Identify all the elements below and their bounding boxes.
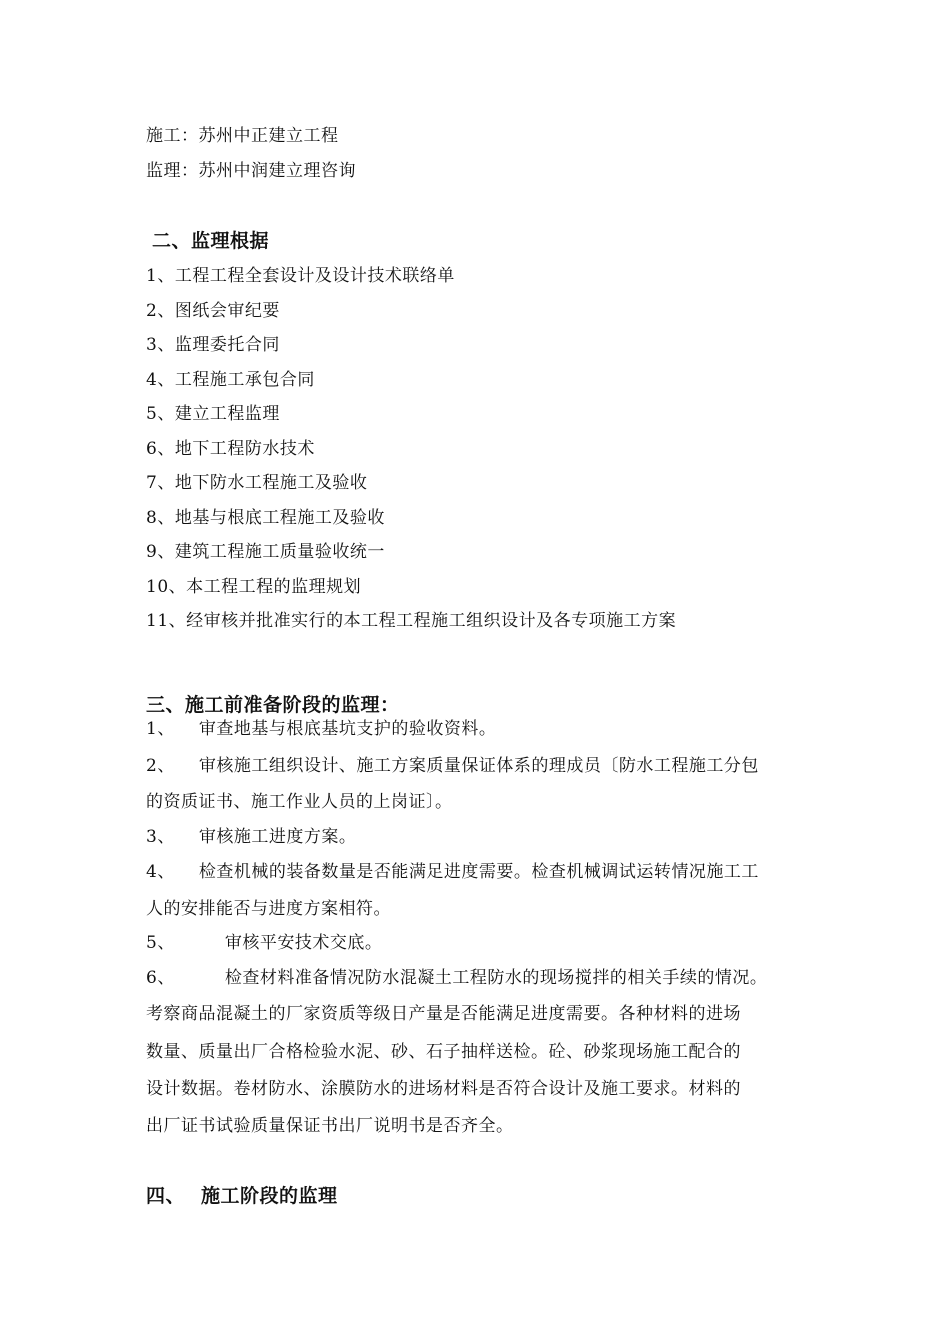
basis-item: 11、经审核并批准实行的本工程工程施工组织设计及各专项施工方案: [146, 611, 677, 631]
paragraph-line: 数量、质量出厂合格检验水泥、砂、石子抽样送检。砼、砂浆现场施工配合的: [146, 1042, 741, 1062]
prep-item-number: 5、: [146, 933, 175, 953]
basis-item: 2、图纸会审纪要: [146, 301, 280, 321]
basis-item: 1、工程工程全套设计及设计技术联络单: [146, 266, 455, 286]
prep-item-text: 检查材料准备情况防水混凝土工程防水的现场搅拌的相关手续的情况。: [224, 968, 768, 988]
basis-item: 4、工程施工承包合同: [146, 370, 315, 390]
basis-item: 7、地下防水工程施工及验收: [146, 473, 368, 493]
prep-item: [146, 860, 759, 884]
section-3-heading: 三、施工前准备阶段的监理：: [146, 694, 400, 716]
basis-item: 8、地基与根底工程施工及验收: [146, 508, 385, 528]
basis-item: 6、地下工程防水技术: [146, 439, 315, 459]
section-4-number: 四、: [146, 1185, 186, 1207]
prep-item: [146, 931, 382, 955]
prep-item-text: 检查机械的装备数量是否能满足进度需要。检查机械调试运转情况施工工: [198, 862, 759, 882]
prep-item-number: 6、: [146, 968, 175, 988]
prep-item-number: 4、: [146, 862, 175, 882]
basis-item: 5、建立工程监理: [146, 404, 280, 424]
construction-company-line: 施工：苏州中正建立工程: [146, 126, 339, 146]
section-4-heading: [146, 1183, 338, 1209]
prep-item: [146, 966, 767, 990]
supervision-company-line: 监理：苏州中润建立理咨询: [146, 161, 356, 181]
prep-item: [146, 754, 759, 778]
paragraph-line: 考察商品混凝土的厂家资质等级日产量是否能满足进度需要。各种材料的进场: [146, 1004, 741, 1024]
basis-item: 9、建筑工程施工质量验收统一: [146, 542, 385, 562]
section-4-title: 施工阶段的监理: [201, 1185, 338, 1207]
prep-item: [146, 825, 356, 849]
prep-item-text: 审核平安技术交底。: [224, 933, 383, 953]
prep-item-text: 审查地基与根底基坑支护的验收资料。: [198, 719, 497, 739]
paragraph-line: 出厂证书试验质量保证书出厂说明书是否齐全。: [146, 1116, 514, 1136]
prep-item-text: 审核施工组织设计、施工方案质量保证体系的理成员〔防水工程施工分包: [198, 756, 759, 776]
prep-item-continuation: 人的安排能否与进度方案相符。: [146, 899, 391, 919]
basis-item: 3、监理委托合同: [146, 335, 280, 355]
prep-item: [146, 717, 496, 741]
prep-item-text: 审核施工进度方案。: [198, 827, 357, 847]
prep-item-number: 1、: [146, 719, 175, 739]
prep-item-number: 3、: [146, 827, 175, 847]
paragraph-line: 设计数据。卷材防水、涂膜防水的进场材料是否符合设计及施工要求。材料的: [146, 1079, 741, 1099]
prep-item-number: 2、: [146, 756, 175, 776]
basis-item: 10、本工程工程的监理规划: [146, 577, 362, 597]
prep-item-continuation: 的资质证书、施工作业人员的上岗证〕。: [146, 792, 453, 812]
section-2-heading: 二、监理根据: [152, 230, 270, 252]
